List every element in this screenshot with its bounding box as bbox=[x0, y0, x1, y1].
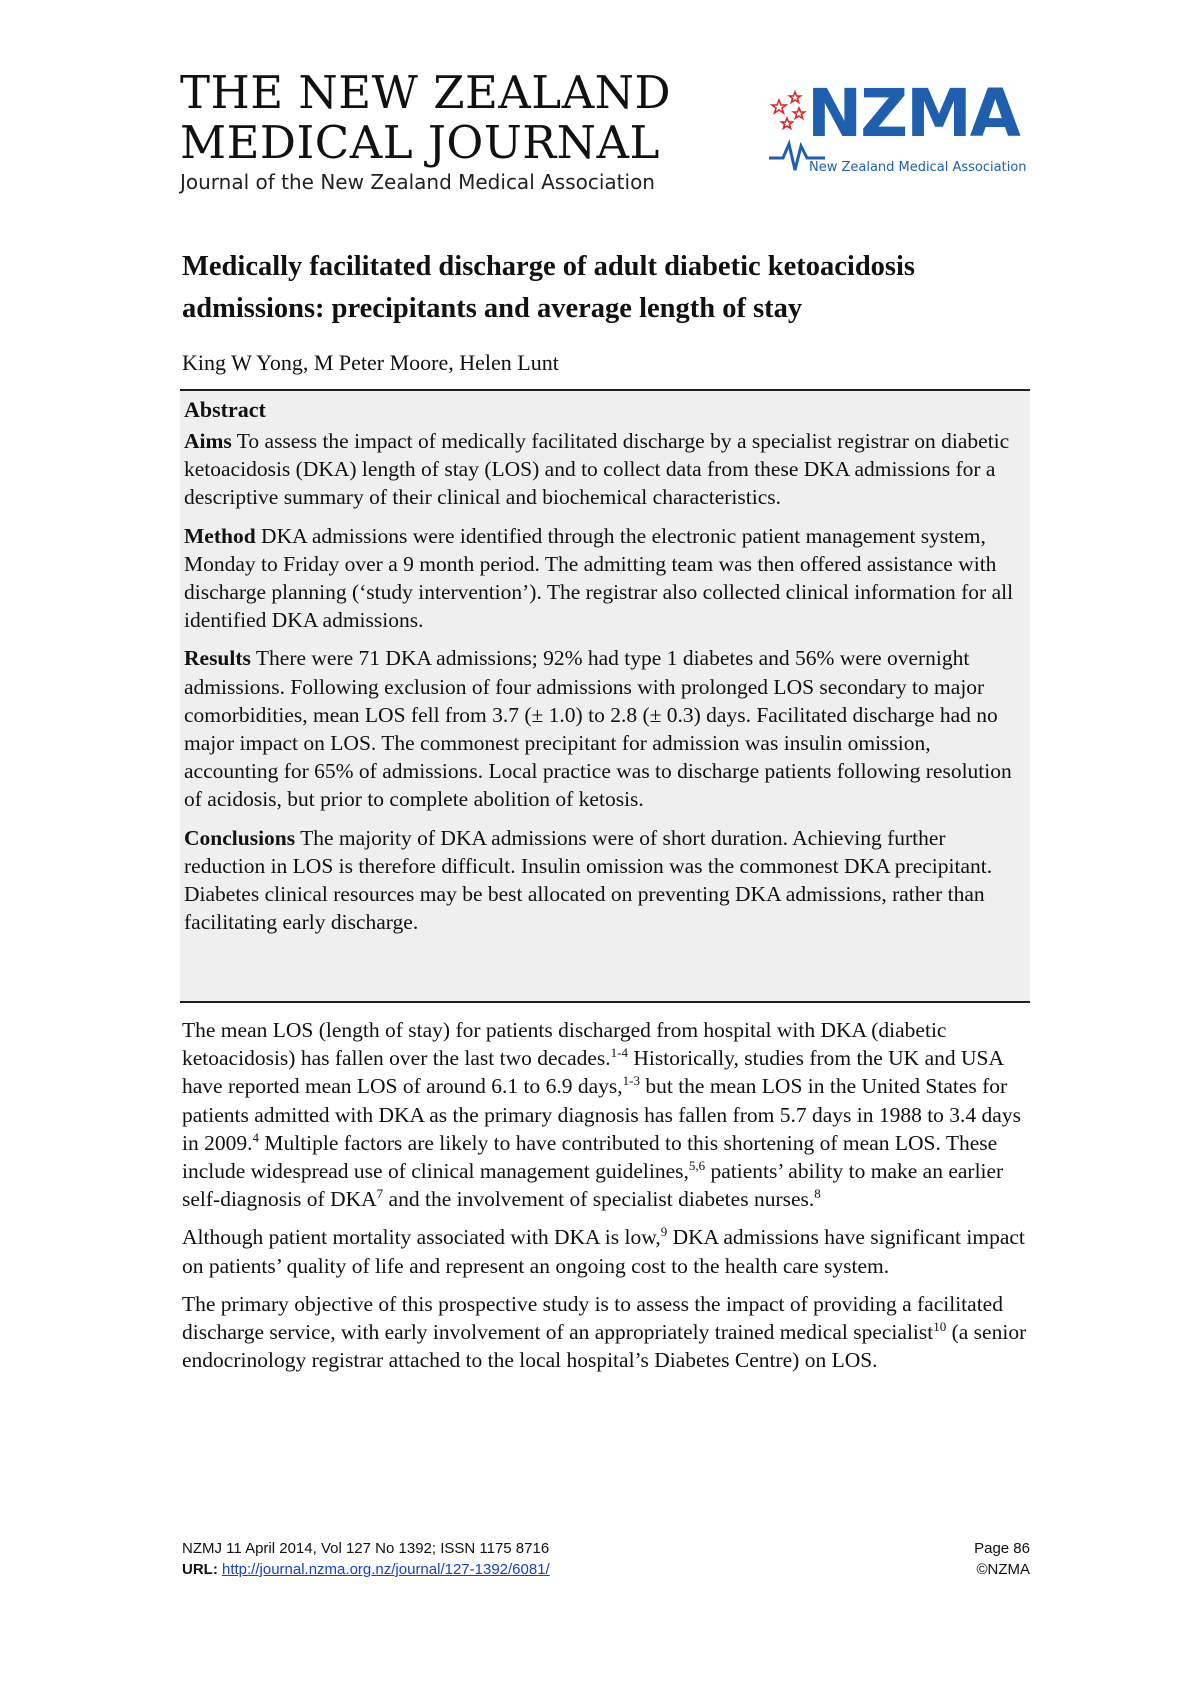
abstract-conclusions bbox=[184, 824, 1022, 937]
body-text: Although patient mortality associated with DKA is low, bbox=[182, 1225, 661, 1250]
article-title: Medically facilitated discharge of adult diabetic ketoacidosis admissions: precipitants and average length of stay bbox=[182, 251, 916, 324]
body-paragraph-1 bbox=[182, 1016, 1032, 1213]
footer-page-number: Page 86 bbox=[974, 1540, 1030, 1557]
body-text: DKA admissions have significant impact on patients’ quality of life and represent an ongoing cost to the health care system. bbox=[182, 1225, 1025, 1278]
journal-subtitle: Journal of the New Zealand Medical Association bbox=[180, 170, 655, 194]
body-text: and the involvement of specialist diabetes nurses. bbox=[383, 1187, 815, 1212]
body-text: (a senior endocrinology registrar attached to the local hospital’s Diabetes Centre) on LOS. bbox=[182, 1320, 1027, 1373]
results-label: Results bbox=[184, 646, 251, 671]
journal-masthead bbox=[180, 68, 671, 194]
body-text: Historically, studies from the UK and USA have reported mean LOS of around 6.1 to 6.9 days, bbox=[182, 1046, 1003, 1099]
journal-title-line1: THE NEW ZEALAND bbox=[180, 66, 672, 119]
citation-ref: 7 bbox=[376, 1186, 384, 1202]
citation-ref: 1-3 bbox=[622, 1073, 640, 1089]
body-paragraph-2 bbox=[182, 1223, 1032, 1279]
conclusions-label: Conclusions bbox=[184, 825, 296, 850]
aims-text: To assess the impact of medically facilitated discharge by a specialist registrar on diabetic ketoacidosis (DKA) length of stay (LOS) and to collect data from these DKA admissions for a descriptive summary of their clinical and biochemical characteristics. bbox=[184, 429, 1010, 510]
citation-ref: 4 bbox=[252, 1129, 259, 1145]
article-body bbox=[182, 1016, 1032, 1384]
body-paragraph-3 bbox=[182, 1290, 1032, 1375]
journal-title-line2: MEDICAL JOURNAL bbox=[180, 116, 660, 169]
citation-ref: 8 bbox=[814, 1186, 821, 1202]
method-text: DKA admissions were identified through the electronic patient management system, Monday to Friday over a 9 month period. The admitting team was then offered assistance with discharge planning (‘study intervention’). The registrar also collected clinical information for all identified DKA admissions. bbox=[184, 523, 1014, 633]
body-text: but the mean LOS in the United States for patients admitted with DKA as the primary diagnosis has fallen from 5.7 days in 1988 to 3.4 days in 2009. bbox=[182, 1074, 1021, 1155]
abstract-heading: Abstract bbox=[184, 397, 266, 422]
citation-ref: 5,6 bbox=[688, 1157, 706, 1173]
abstract-results bbox=[184, 644, 1022, 813]
page-footer bbox=[182, 1538, 1030, 1580]
citation-ref: 9 bbox=[660, 1224, 668, 1240]
footer-citation: NZMJ 11 April 2014, Vol 127 No 1392; ISSN 1175 8716 bbox=[182, 1540, 550, 1557]
footer-article-link[interactable]: http://journal.nzma.org.nz/journal/127-1392/6081/ bbox=[222, 1561, 550, 1578]
logo-subtitle: New Zealand Medical Association bbox=[809, 160, 1027, 175]
abstract-aims bbox=[184, 427, 1022, 512]
method-label: Method bbox=[184, 523, 256, 548]
footer-copyright: ©NZMA bbox=[976, 1561, 1030, 1578]
nzma-logo bbox=[765, 75, 1035, 188]
conclusions-text: The majority of DKA admissions were of short duration. Achieving further reduction in LOS is therefore difficult. Insulin omission was the commonest DKA precipitant. Diabetes clinical resources may be best allocated on preventing DKA admissions, rather than facilitating early discharge. bbox=[184, 825, 993, 935]
body-text: patients’ ability to make an earlier self-diagnosis of DKA bbox=[182, 1159, 1004, 1212]
article-authors: King W Yong, M Peter Moore, Helen Lunt bbox=[182, 350, 559, 375]
citation-ref: 1-4 bbox=[610, 1045, 628, 1061]
abstract-box bbox=[180, 389, 1030, 1003]
body-text: The mean LOS (length of stay) for patients discharged from hospital with DKA (diabetic ketoacidosis) has fallen over the last two decades. bbox=[182, 1018, 947, 1071]
body-text: Multiple factors are likely to have contributed to this shortening of mean LOS. These include widespread use of clinical management guidelines, bbox=[182, 1130, 998, 1184]
body-text: The primary objective of this prospective study is to assess the impact of providing a facilitated discharge service, with early involvement of an appropriately trained medical specialist bbox=[182, 1291, 1003, 1345]
results-text: There were 71 DKA admissions; 92% had type 1 diabetes and 56% were overnight admissions. Following exclusion of four admissions with prolonged LOS secondary to major comorbidities, mean LOS fell from 3.7 (± 1.0) to 2.8 (± 0.3) days. Facilitated discharge had no major impact on LOS. The commonest precipitant for admission was insulin omission, accounting for 65% of admissions. Local practice was to discharge patients following resolution of acidosis, but prior to complete abolition of ketosis. bbox=[184, 646, 1012, 812]
abstract-method bbox=[184, 522, 1022, 635]
footer-url-label: URL: bbox=[182, 1561, 218, 1578]
citation-ref: 10 bbox=[933, 1318, 947, 1334]
logo-wordmark: NZMA bbox=[807, 75, 1019, 152]
aims-label: Aims bbox=[184, 429, 232, 453]
